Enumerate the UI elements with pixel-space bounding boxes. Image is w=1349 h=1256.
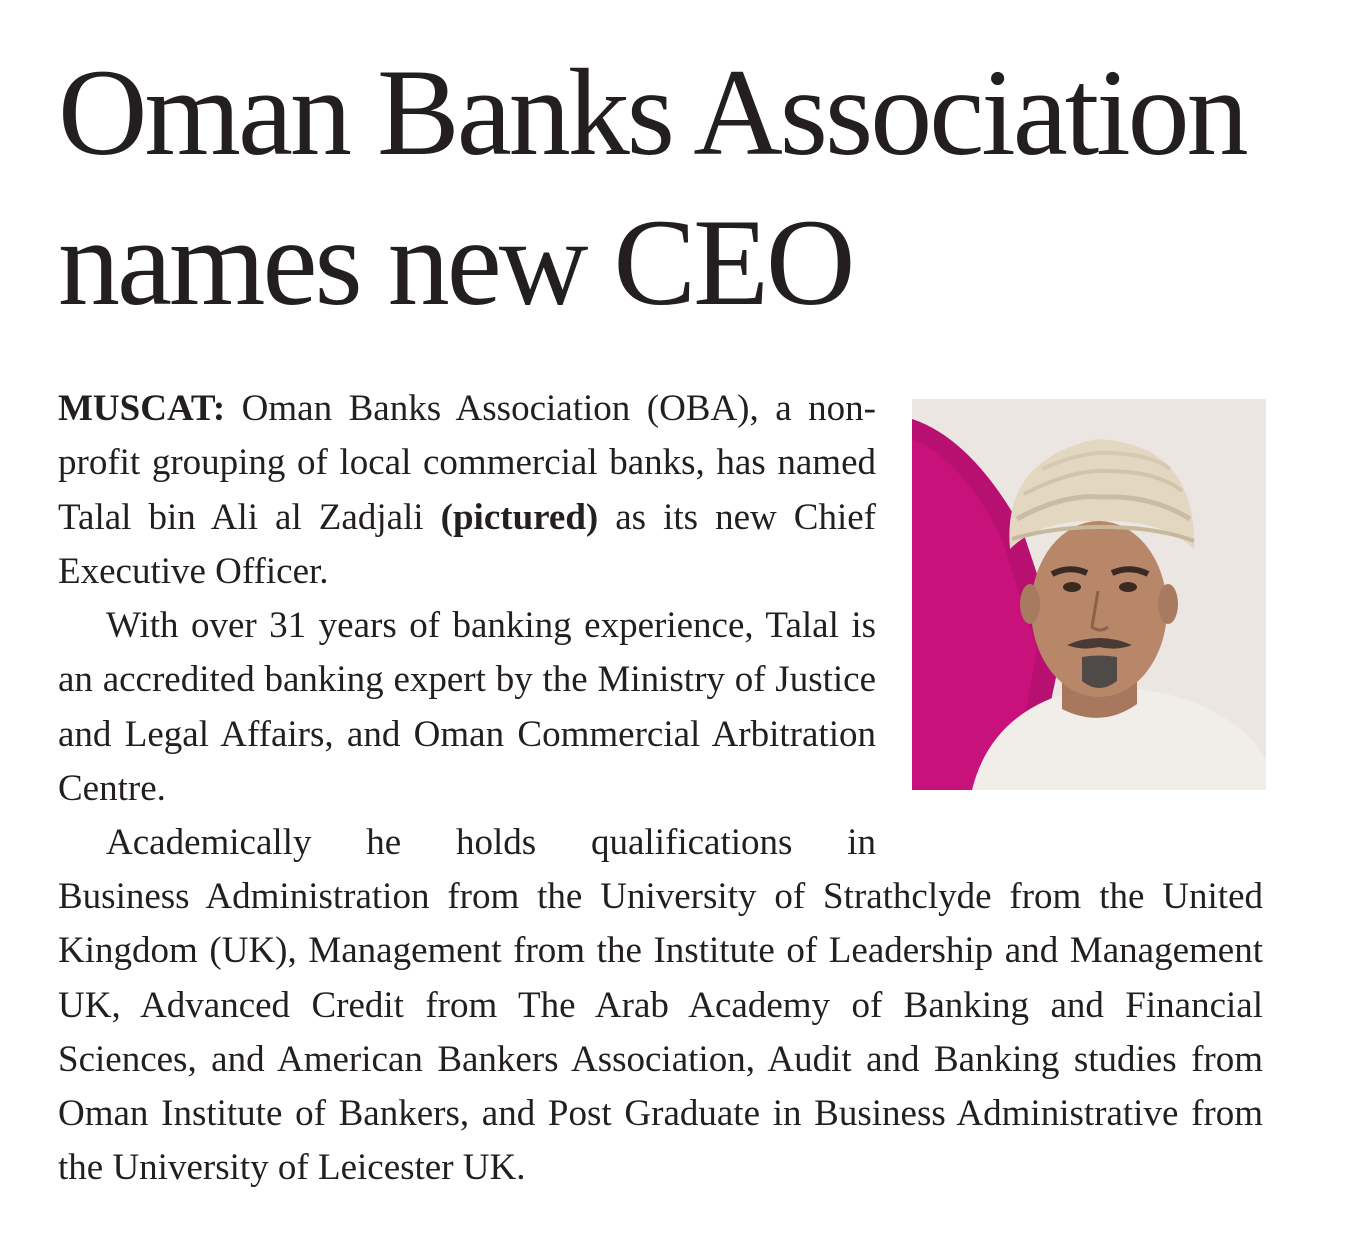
paragraph-1: [58, 382, 876, 599]
headline-line-1: Oman Banks Association: [58, 44, 1246, 181]
portrait-photo-icon: [912, 399, 1266, 790]
article-column-narrow: [58, 382, 876, 871]
paragraph-1-text-a: Oman Banks Association (OBA), a non-profit grouping of local commercial banks, has named Talal bin Ali al Zadjali: [58, 388, 876, 538]
paragraph-2: With over 31 years of banking experience, Talal is an accredited banking expert by the Ministry of Justice and Legal Affairs, and Oman Commercial Arbitration Centre.: [58, 605, 876, 810]
paragraph-1-text-b: as its new Chief Executive Officer.: [58, 496, 877, 592]
paragraph-3-start: Academically he holds qualifications in: [106, 822, 876, 864]
dateline: MUSCAT:: [58, 388, 226, 429]
article-column-wide: [58, 870, 1263, 1196]
headline-line-2: names new CEO: [58, 194, 853, 331]
headline: [58, 38, 1298, 338]
paragraph-3-continued: Business Administration from the University of Strathclyde from the United Kingdom (UK), Management from the Institute of Leadership and Management UK, Advanced Credit from The Arab Academy of Banking and Financial Sciences, and American Bankers Association, Audit and Banking studies from Oman Institute of Bankers, and Post Graduate in Business Administrative from the University of Leicester UK.: [58, 876, 1263, 1189]
portrait-photo: [912, 399, 1266, 790]
pictured-label: (pictured): [440, 496, 599, 538]
